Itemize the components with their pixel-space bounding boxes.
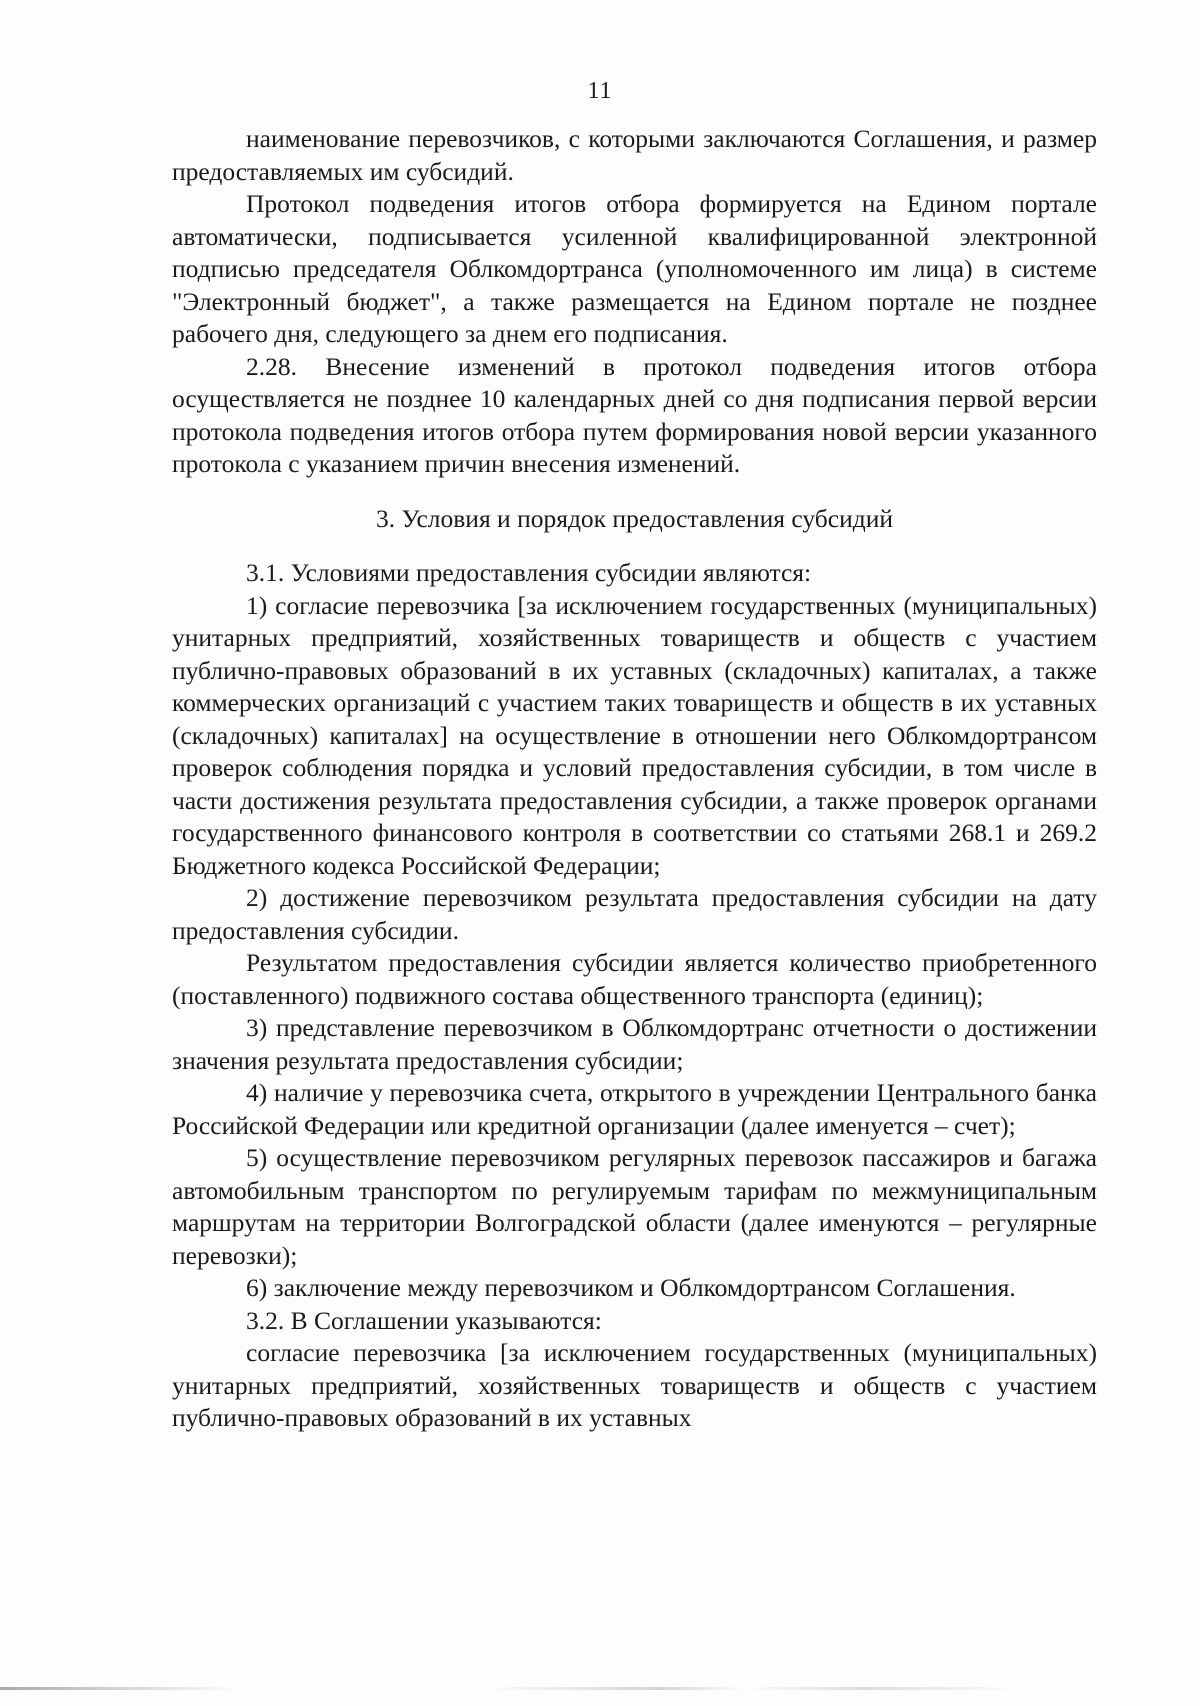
document-body	[172, 123, 1097, 1435]
paragraph: 3.1. Условиями предоставления субсидии являются:	[246, 558, 812, 587]
paragraph: 5) осуществление перевозчиком регулярных перевозок пассажиров и багажа автомобильным транспортом по регулируемым тарифам по межмуниципальным маршрутам на территории Волгоградской области (далее именуются – регулярные перевозки);	[172, 1143, 1097, 1270]
paragraph: 3) представление перевозчиком в Облкомдортранс отчетности о достижении значения результата предоставления субсидии;	[172, 1013, 1097, 1075]
paragraph: 2) достижение перевозчиком результата предоставления субсидии на дату предоставления субсидии.	[172, 883, 1097, 945]
paragraph: 4) наличие у перевозчика счета, открытого в учреждении Центрального банка Российской Федерации или кредитной организации (далее именуется – счет);	[172, 1078, 1097, 1140]
paragraph: 2.28. Внесение изменений в протокол подведения итогов отбора осуществляется не позднее 10 календарных дней со дня подписания первой версии протокола подведения итогов отбора путем формирования новой версии указанного протокола с указанием причин внесения изменений.	[172, 351, 1097, 478]
section-heading: 3. Условия и порядок предоставления субсидий	[375, 503, 894, 533]
page-number: 11	[587, 78, 613, 104]
paragraph: 1) согласие перевозчика [за исключением государственных (муниципальных) унитарных предприятий, хозяйственных товариществ и обществ с участием публично-правовых образований в их уставных (складочных) капиталах, а также коммерческих организаций с участием таких товариществ и обществ в их уставных (складочных) капиталах] на осуществление в отношении него Облкомдортрансом проверок соблюдения порядка и условий предоставления субсидии, в том числе в части достижения результата предоставления субсидии, а также проверок органами государственного финансового контроля в соответствии со статьями 268.1 и 269.2 Бюджетного кодекса Российской Федерации;	[172, 590, 1097, 880]
paragraph: наименование перевозчиков, с которыми заключаются Соглашения, и размер предоставляемых им субсидий.	[172, 124, 1097, 186]
paragraph: Результатом предоставления субсидии является количество приобретенного (поставленного) подвижного состава общественного транспорта (единиц);	[172, 948, 1097, 1010]
paragraph: 3.2. В Соглашении указываются:	[246, 1305, 602, 1335]
paragraph: согласие перевозчика [за исключением государственных (муниципальных) унитарных предприятий, хозяйственных товариществ и обществ с участием публично-правовых образований в их уставных	[172, 1338, 1097, 1432]
scan-artifact-line	[0, 1687, 1200, 1690]
paragraph: Протокол подведения итогов отбора формируется на Едином портале автоматически, подписывается усиленной квалифицированной электронной подписью председателя Облкомдортранса (уполномоченного им лица) в системе "Электронный бюджет", а также размещается на Едином портале не позднее рабочего дня, следующего за днем его подписания.	[172, 189, 1097, 348]
paragraph: 6) заключение между перевозчиком и Облкомдортрансом Соглашения.	[246, 1273, 1016, 1302]
